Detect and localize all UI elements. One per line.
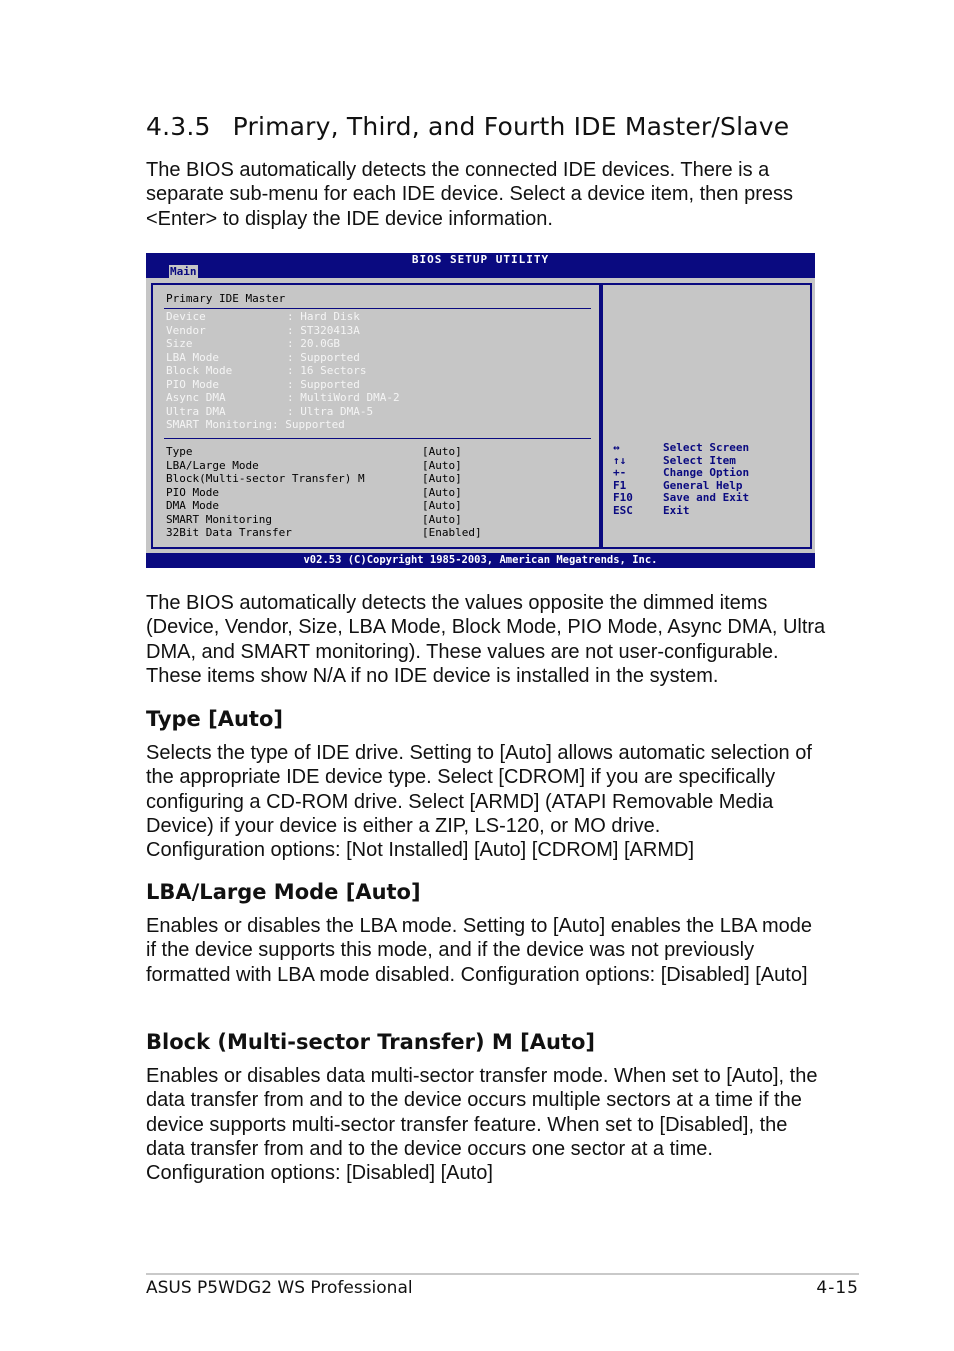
- bios-title-bar: [146, 253, 815, 278]
- bios-separator-top: [164, 308, 591, 309]
- bios-tab-main[interactable]: Main: [170, 265, 197, 278]
- bios-setting-value: [Auto]: [422, 472, 462, 485]
- bios-setting-value: [Auto]: [422, 499, 462, 512]
- bios-setting-value: [Auto]: [422, 445, 462, 458]
- block-heading: Block (Multi-sector Transfer) M [Auto]: [146, 1030, 595, 1054]
- bios-panel-title: Primary IDE Master: [166, 292, 286, 305]
- bios-key-description: Select Screen: [663, 441, 750, 454]
- bios-smart-info: SMART Monitoring: Supported: [166, 418, 345, 431]
- bios-setting-label: LBA/Large Mode: [166, 458, 259, 472]
- bios-info-value: : 16 Sectors: [287, 364, 367, 377]
- bios-info-label: LBA Mode: [166, 350, 219, 364]
- bios-setting-label: Type: [166, 445, 193, 458]
- bios-setting-value: [Enabled]: [422, 526, 482, 539]
- bios-key: ↔: [613, 441, 620, 454]
- block-body: Enables or disables data multi-sector transfer mode. When set to [Auto], the data transfer from and to the device occurs multiple sectors at a time if the device supports multi-sector transfer feature. When set to [Disabled], the data transfer from and to the device occurs one sector at a time. Configuration options: [Disabled] [Auto]: [146, 1065, 818, 1185]
- bios-info-value: : Supported: [287, 377, 360, 391]
- bios-setting-value: [Auto]: [422, 512, 462, 526]
- bios-key: F1: [613, 478, 627, 492]
- bios-info-label: Vendor: [166, 323, 206, 337]
- bios-settings-panel: [151, 283, 601, 549]
- bios-key: F10: [613, 491, 633, 504]
- bios-info-label: Device: [166, 310, 206, 323]
- bios-info-value: : Hard Disk: [287, 310, 360, 323]
- section-title: Primary, Third, and Fourth IDE Master/Slave: [232, 112, 790, 141]
- bios-info-label: Size: [166, 337, 193, 350]
- lba-heading: LBA/Large Mode [Auto]: [146, 880, 421, 904]
- intro-paragraph: The BIOS automatically detects the connected IDE devices. There is a separate sub-menu for each IDE device. Select a device item, then press <Enter> to display the IDE device information.: [146, 159, 794, 230]
- bios-setting-label: PIO Mode: [166, 485, 219, 499]
- bios-key: ↑↓: [613, 453, 627, 467]
- type-options: Configuration options: [Not Installed] [Auto] [CDROM] [ARMD]: [146, 839, 694, 861]
- bios-key-description: Select Item: [663, 453, 736, 467]
- bios-key-description: Change Option: [663, 466, 750, 479]
- bios-key-description: Exit: [663, 503, 690, 517]
- lba-body: Enables or disables the LBA mode. Setting to [Auto] enables the LBA mode if the device supports this mode, and if the device was not previously formatted with LBA mode disabled. Configuration options: [Disabled] [Auto]: [146, 915, 812, 986]
- bios-separator-bottom: [164, 438, 591, 439]
- bios-setting-value: [Auto]: [422, 458, 462, 472]
- bios-setting-label: DMA Mode: [166, 499, 219, 512]
- footer-product: ASUS P5WDG2 WS Professional: [146, 1278, 413, 1298]
- type-heading: Type [Auto]: [146, 707, 283, 731]
- bios-setting-value: [Auto]: [422, 485, 462, 499]
- bios-info-value: : MultiWord DMA-2: [287, 391, 400, 404]
- section-heading: [146, 112, 789, 141]
- bios-key-description: General Help: [663, 478, 743, 492]
- bios-info-value: : ST320413A: [287, 323, 360, 337]
- bios-setting-label: Block(Multi-sector Transfer) M: [166, 472, 365, 485]
- bios-info-label: Block Mode: [166, 364, 233, 377]
- bios-key: ESC: [613, 503, 633, 517]
- bios-explanation: The BIOS automatically detects the values opposite the dimmed items (Device, Vendor, Size, LBA Mode, Block Mode, PIO Mode, Async DMA, Ultra DMA, and SMART monitoring). These values are not user-configurable. These items show N/A if no IDE device is installed in the system.: [146, 592, 826, 687]
- bios-info-value: : Supported: [287, 350, 360, 364]
- bios-copyright: v02.53 (C)Copyright 1985-2003, American Megatrends, Inc.: [146, 553, 815, 568]
- bios-screenshot: [146, 253, 815, 568]
- bios-title: BIOS SETUP UTILITY: [411, 253, 550, 266]
- bios-help-panel: [601, 283, 812, 549]
- section-number: 4.3.5: [146, 112, 211, 141]
- bios-setting-label: 32Bit Data Transfer: [166, 526, 292, 539]
- bios-key: +-: [613, 466, 627, 479]
- bios-key-description: Save and Exit: [663, 491, 750, 504]
- bios-info-label: PIO Mode: [166, 377, 219, 391]
- bios-info-value: : 20.0GB: [287, 337, 340, 350]
- bios-info-value: : Ultra DMA-5: [287, 404, 374, 418]
- footer-rule: [146, 1273, 859, 1275]
- page-number: 4-15: [816, 1278, 859, 1298]
- type-body: Selects the type of IDE drive. Setting to [Auto] allows automatic selection of the appropriate IDE device type. Select [CDROM] if you are specifically configuring a CD-ROM drive. Select [ARMD] (ATAPI Removable Media Device) if your device is either a ZIP, LS-120, or MO drive.: [146, 742, 812, 837]
- bios-info-label: Async DMA: [166, 391, 226, 404]
- bios-info-label: Ultra DMA: [166, 404, 226, 418]
- bios-setting-label: SMART Monitoring: [166, 512, 272, 526]
